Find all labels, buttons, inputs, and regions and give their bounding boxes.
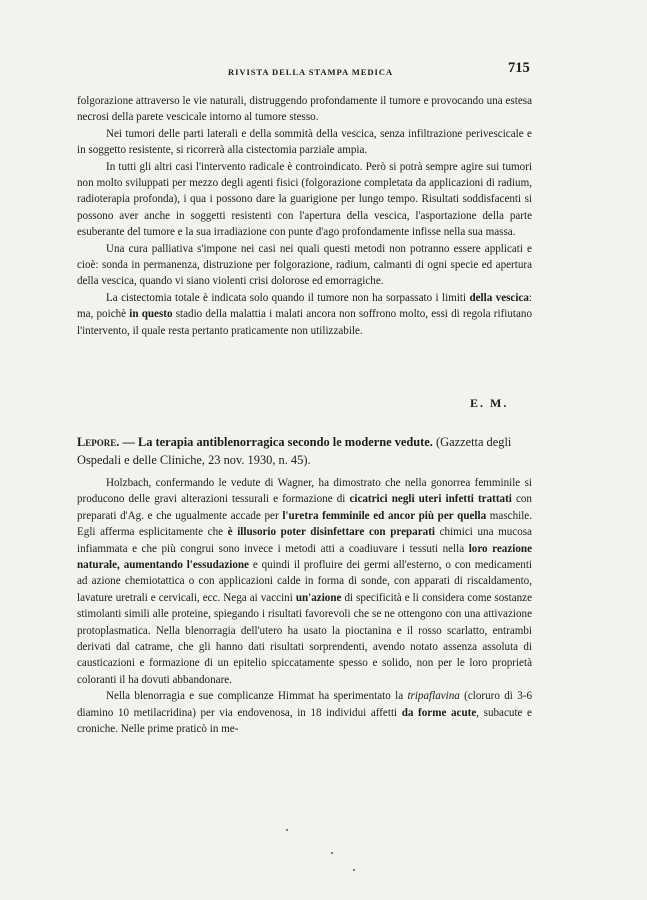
paragraph: Nei tumori delle parti laterali e della sommità della vescica, senza infiltrazione perivescicale e in soggetto resistente, si ricorrerà alla cistectomia parziale ampia. — [77, 127, 532, 157]
signature: E. M. — [470, 396, 509, 410]
article-title: — La terapia antiblenorragica secondo le moderne vedute. — [119, 435, 433, 449]
paper-speck — [353, 869, 355, 871]
text-run: e quindi il profluire dei germi all'esterno, o con medicamenti ad azione chemiotattica o con applicazioni calde in forma di sonde, con apparati di riscaldamento, lavature uretrali e cervicali, ecc. Nega ai vaccini — [77, 559, 532, 604]
paragraph — [77, 475, 532, 688]
running-title: RIVISTA DELLA STAMPA MEDICA — [228, 67, 393, 77]
emphasis-text: cicatrici negli uteri infetti trattati — [349, 493, 512, 506]
paragraph: folgorazione attraverso le vie naturali, distruggendo profondamente il tumore e provocando una estesa necrosi della parete vescicale intorno al tumore stesso. — [77, 95, 532, 124]
paragraph — [77, 290, 532, 339]
text-run: Holzbach, confermando le vedute di Wagner, ha dimostrato che nella gonorrea femminile si producono delle gravi alterazioni tessurali e formazione di — [77, 477, 532, 506]
article-heading — [77, 434, 532, 469]
emphasis-text: l'uretra femminile ed ancor più per quella — [282, 509, 487, 522]
emphasis-text: in questo — [129, 308, 173, 321]
paragraph: In tutti gli altri casi l'intervento radicale è controindicato. Però si potrà sempre agire sui tumori non molto sviluppati per mezzo degli agenti fisici (folgorazione completata da applicazioni di radium, radioterapia profonda), i qua i possono dare la guarigione per lungo tempo. Risultati soddisfacenti si possono aver anche in soggetti resistenti con l'apertura della vescica, l'asportazione della parte esuberante del tumore e la sua irradiazione con punte d'ago profondamente infisse nella sua massa. — [77, 160, 532, 239]
text-run: (cloruro di 3-6 diamino 10 metilacridina) per via endovenosa, in 18 individui affetti — [77, 690, 532, 719]
italic-text: tripaflavina — [407, 690, 460, 703]
article-author: Lepore. — [77, 435, 120, 449]
paper-speck — [286, 829, 288, 831]
section-2 — [77, 475, 532, 738]
article-citation: (Gazzetta degli Ospedali e delle Cliniche, 23 nov. 1930, n. 45). — [77, 435, 512, 467]
text-run: stadio della malattia i malati ancora non soffrono molto, essi di regola rifiutano l'intervento, il quale resta pertanto praticamente non utilizzabile. — [77, 308, 532, 337]
paragraph: Una cura palliativa s'impone nei casi nei quali questi metodi non potranno essere applicati e cioè: sonda in permanenza, distruzione per folgorazione, radium, calmanti di ogni specie ed apertura della vescica, quando vi siano violenti crisi dolorose ed emorragiche. — [77, 242, 532, 288]
page-number: 715 — [508, 60, 530, 76]
text-run: maschile. Egli afferma esplicitamente che — [77, 509, 532, 539]
section-1 — [77, 93, 532, 339]
text-run: La cistectomia totale è indicata solo quando il tumore non ha sorpassato i limiti — [106, 291, 470, 304]
text-run: Nella blenorragia e sue complicanze Himmat ha sperimentato la — [106, 690, 408, 703]
emphasis-text: loro reazione naturale, aumentando l'essudazione — [77, 542, 532, 572]
text-run: : ma, poichè — [77, 291, 532, 321]
text-run: , subacute e croniche. Nelle prime praticò in me- — [77, 706, 532, 736]
text-run: chimici una mucosa infiammata e che più congrui sono invece i metodi atti a coadiuvare i tessuti nella — [77, 526, 532, 555]
paper-speck — [331, 852, 333, 854]
emphasis-text: un'azione — [295, 591, 342, 604]
emphasis-text: è illusorio poter disinfettare con preparati — [227, 526, 435, 539]
emphasis-text: da forme acute — [401, 706, 477, 719]
text-run: con preparati d'Ag. e che ugualmente accade per — [77, 493, 532, 522]
paragraph — [77, 688, 532, 737]
text-run: di specificità e li considera come sostanze stimolanti simili alle proteine, spiegando i risultati favorevoli che se ne ottengono con una attivazione protoplasmatica. Nella blenorragia dell'utero ha usato la pioctanina e il rosso scarlatto, entrambi derivati dal catrame, che gli hanno dati risultati sorprendenti, avendo notato assenza assoluta di causticazioni e formazione di un epitelio spiccatamente spesso e solido, non per le loro proprietà coloranti il ha dovuti abbandonare. — [77, 591, 533, 686]
emphasis-text: della vescica — [469, 291, 529, 304]
